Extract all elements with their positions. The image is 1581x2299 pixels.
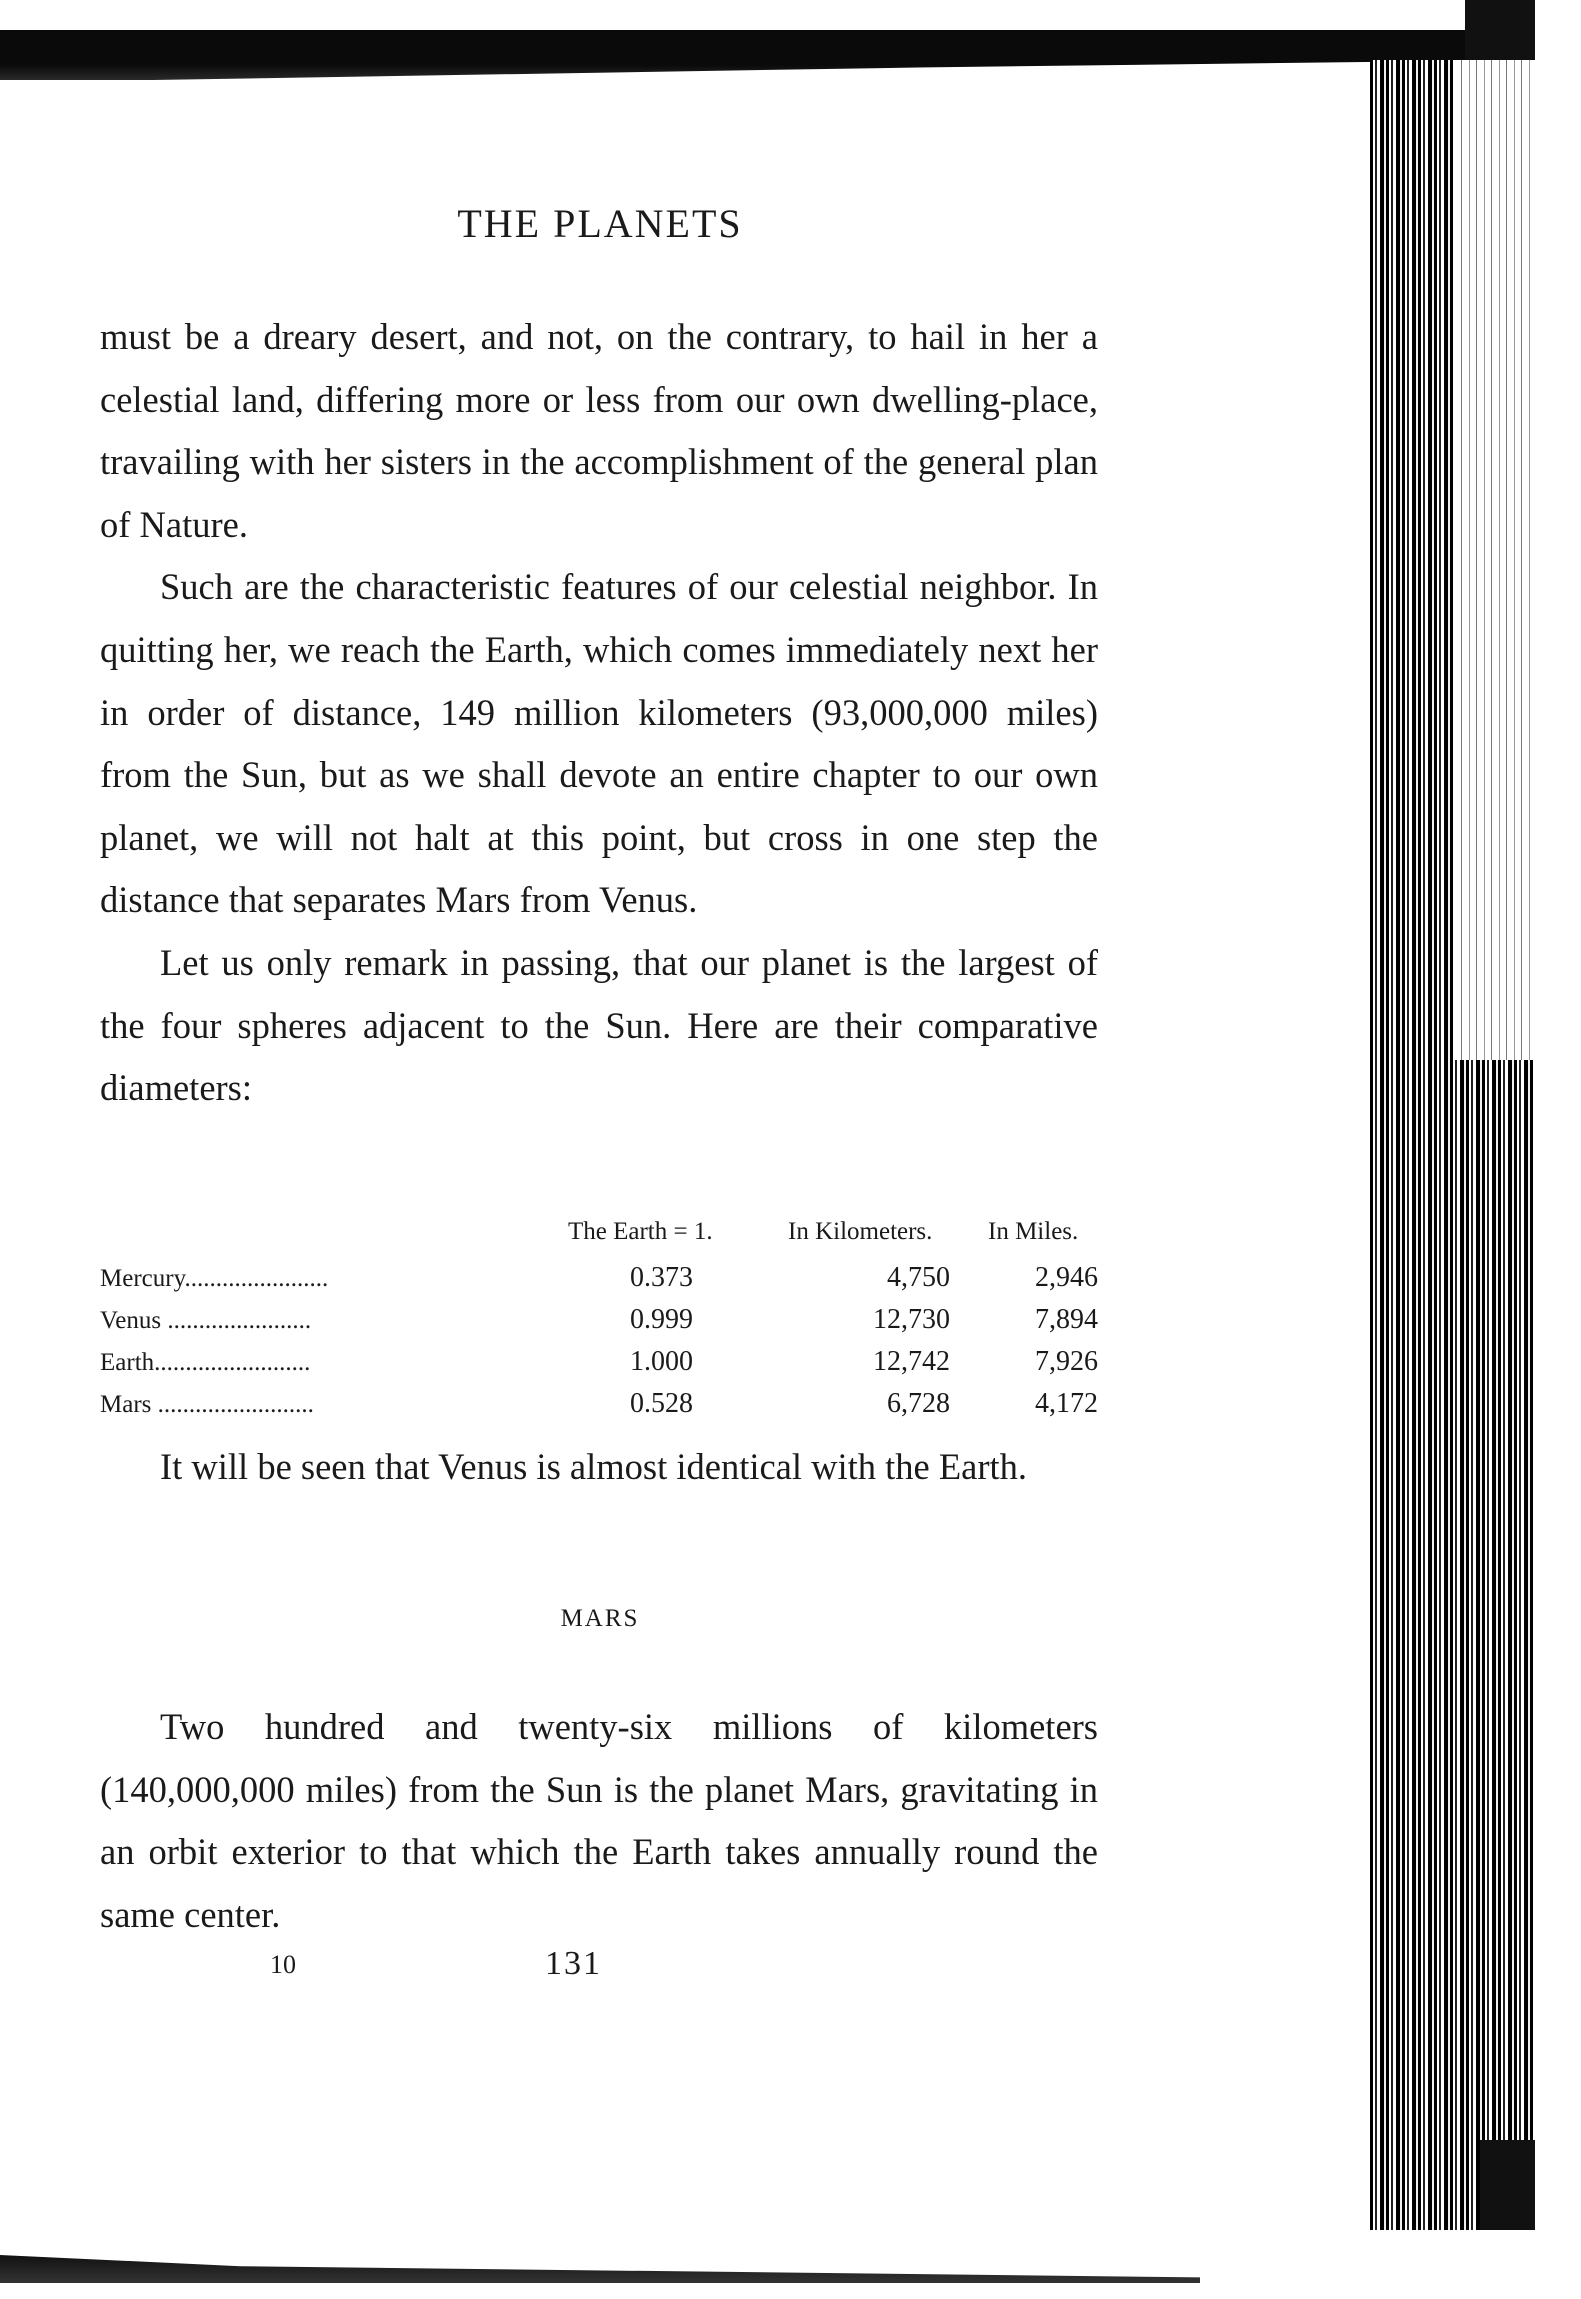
paragraph: It will be seen that Venus is almost identical with the Earth.: [160, 1446, 1028, 1487]
ratio-cell: 0.373: [630, 1262, 693, 1293]
table-row: [100, 1383, 1098, 1425]
header-kilometers: In Kilometers.: [788, 1218, 933, 1245]
paragraph: Let us only remark in passing, that our planet is the largest of the four spheres adjacent to the Sun. Here are their comparative diameters:: [100, 941, 1098, 1109]
running-head: THE PLANETS: [457, 201, 743, 246]
miles-cell: 4,172: [1035, 1388, 1098, 1419]
page-number: 131: [545, 1945, 602, 1982]
scan-top-edge: [0, 30, 1530, 80]
km-cell: 4,750: [887, 1262, 950, 1293]
scan-page-edge-light: [1455, 60, 1535, 1060]
header-miles: In Miles.: [988, 1218, 1079, 1245]
table-row: [100, 1341, 1098, 1383]
miles-cell: 7,926: [1035, 1346, 1098, 1377]
miles-cell: 2,946: [1035, 1262, 1098, 1293]
km-cell: 12,730: [873, 1304, 950, 1335]
planet-name: Earth.........................: [100, 1349, 311, 1376]
miles-cell: 7,894: [1035, 1304, 1098, 1335]
body-text-middle: [100, 1436, 1098, 1499]
paragraph: must be a dreary desert, and not, on the contrary, to hail in her a celestial land, differing more or less from our own dwelling-place, travailing with her sisters in the accomplishment of the general plan of Nature.: [100, 316, 1098, 545]
scan-bottom-edge: [0, 2255, 1200, 2283]
section-title: MARS: [560, 1605, 640, 1632]
header-earth-ratio: The Earth = 1.: [568, 1218, 713, 1245]
ratio-cell: 0.528: [630, 1388, 693, 1419]
planet-name: Mercury.......................: [100, 1265, 329, 1292]
planet-name: Venus .......................: [100, 1307, 312, 1334]
scan-bottom-corner: [1480, 2140, 1535, 2230]
km-cell: 12,742: [873, 1346, 950, 1377]
ratio-cell: 0.999: [630, 1304, 693, 1335]
table-header: [100, 1215, 1098, 1249]
ratio-cell: 1.000: [630, 1346, 693, 1377]
planet-name: Mars .........................: [100, 1391, 314, 1418]
body-text-top: [100, 306, 1098, 1120]
signature-mark: 10: [270, 1950, 296, 1979]
table-row: [100, 1299, 1098, 1341]
km-cell: 6,728: [887, 1388, 950, 1419]
body-text-bottom: [100, 1696, 1098, 1946]
diameters-table: [100, 1215, 1098, 1425]
paragraph: Such are the characteristic features of our celestial neighbor. In quitting her, we reach the Earth, which comes immediately next her in order of distance, 149 million kilometers (93,000,000 miles) from the Sun, but as we shall devote an entire chapter to our own planet, we will not halt at this point, but cross in one step the distance that separates Mars from Venus.: [100, 566, 1098, 921]
table-row: [100, 1257, 1098, 1299]
paragraph: Two hundred and twenty-six millions of kilometers (140,000,000 miles) from the Sun is the planet Mars, gravitating in an orbit exterior to that which the Earth takes annually round the same center.: [100, 1706, 1098, 1935]
